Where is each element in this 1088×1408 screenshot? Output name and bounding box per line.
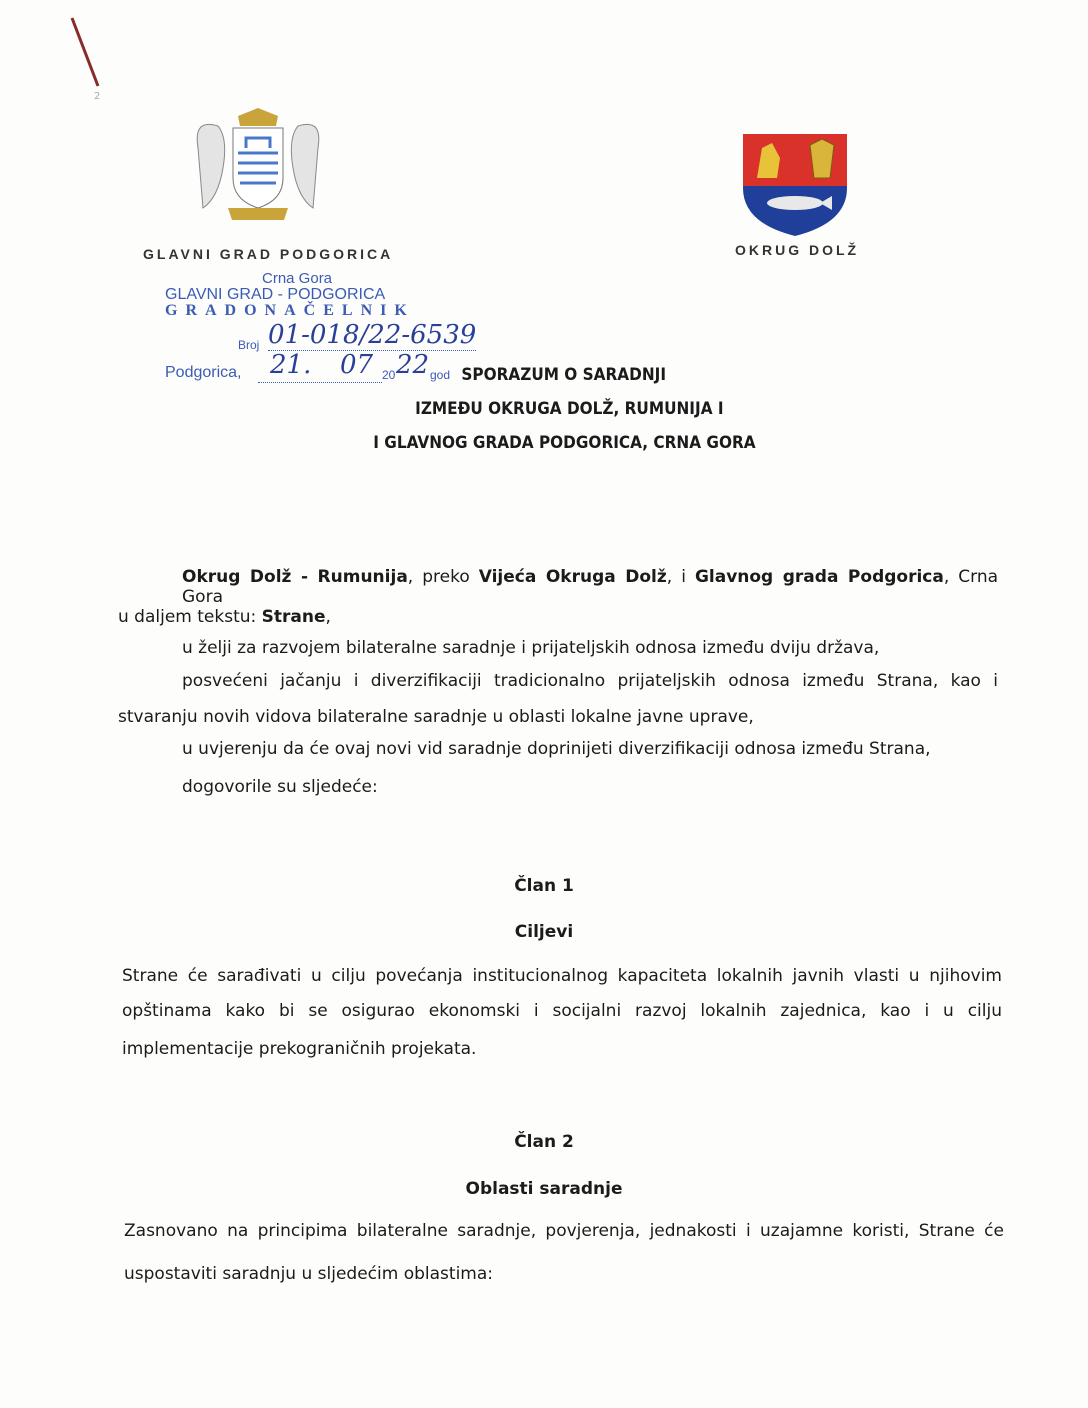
party-1: Okrug Dolž - Rumunija bbox=[182, 567, 408, 587]
year-prefix: 20 bbox=[382, 368, 396, 382]
date-month: 07 bbox=[340, 350, 374, 380]
preamble-parties-def bbox=[118, 607, 331, 627]
preamble-clause-2b: stvaranju novih vidova bilateralne saradnje u oblasti lokalne javne uprave, bbox=[118, 707, 754, 727]
text: , bbox=[325, 607, 331, 627]
right-org-name: OKRUG DOLŽ bbox=[735, 242, 860, 258]
preamble-clause-3: u uvjerenju da će ovaj novi vid saradnje doprinijeti diverzifikaciji odnosa između Strana, bbox=[182, 739, 931, 759]
preamble-clause-1: u želji za razvojem bilateralne saradnje i prijateljskih odnosa između dviju država, bbox=[182, 638, 880, 658]
stamp-line-3: GRADONAČELNIK bbox=[165, 302, 415, 319]
article-2-heading: Oblasti saradnje bbox=[465, 1179, 623, 1199]
stamp-line-2: GLAVNI GRAD - PODGORICA bbox=[165, 286, 386, 303]
place-label: Podgorica, bbox=[165, 364, 242, 381]
council: Vijeća Okruga Dolž bbox=[478, 567, 667, 587]
broj-value: 01-018/22-6539 bbox=[268, 320, 477, 350]
article-2-number: Član 2 bbox=[514, 1132, 574, 1152]
preamble-closing: dogovorile su sljedeće: bbox=[182, 777, 378, 797]
article-1-line: Strane će sarađivati u cilju povećanja institucionalnog kapaciteta lokalnih javnih vlasti u njihovim bbox=[122, 966, 1002, 986]
title-line-2: IZMEĐU OKRUGA DOLŽ, RUMUNIJA I bbox=[415, 399, 724, 419]
podgorica-coat-of-arms-icon bbox=[188, 108, 328, 223]
article-1-line: implementacije prekograničnih projekata. bbox=[122, 1039, 477, 1059]
year-suffix: 22 bbox=[396, 350, 430, 380]
text: , i bbox=[666, 567, 695, 587]
preamble-clause-2a: posvećeni jačanju i diverzifikaciji tradicionalno prijateljskih odnosa između Strana, kao i bbox=[182, 671, 998, 691]
date-day: 21. bbox=[270, 350, 312, 380]
preamble-parties bbox=[182, 567, 998, 607]
defined-term: Strane bbox=[261, 607, 326, 627]
broj-label: Broj bbox=[238, 338, 260, 352]
pen-mark bbox=[66, 14, 116, 114]
article-1-heading: Ciljevi bbox=[514, 922, 574, 942]
title-line-1: SPORAZUM O SARADNJI bbox=[461, 365, 667, 385]
article-1-line: opštinama kako bi se osigurao ekonomski i socijalni razvoj lokalnih zajednica, kao i u cilju bbox=[122, 1001, 1002, 1021]
party-2: Glavnog grada Podgorica bbox=[694, 567, 944, 587]
dolj-coat-of-arms-icon bbox=[742, 133, 848, 237]
article-2-line: uspostaviti saradnju u sljedećim oblastima: bbox=[124, 1264, 493, 1284]
text: , preko bbox=[407, 567, 479, 587]
article-2-line: Zasnovano na principima bilateralne saradnje, povjerenja, jednakosti i uzajamne koristi, Strane će bbox=[124, 1221, 1004, 1241]
stamp-line-1: Crna Gora bbox=[262, 270, 333, 287]
article-1-number: Član 1 bbox=[514, 876, 574, 896]
text: , Crna Gora bbox=[182, 567, 999, 607]
text: u daljem tekstu: bbox=[118, 607, 262, 627]
left-org-name: GLAVNI GRAD PODGORICA bbox=[143, 246, 394, 262]
god-label: god bbox=[430, 368, 451, 382]
title-line-3: I GLAVNOG GRADA PODGORICA, CRNA GORA bbox=[373, 433, 756, 453]
svg-text:2: 2 bbox=[94, 91, 101, 102]
